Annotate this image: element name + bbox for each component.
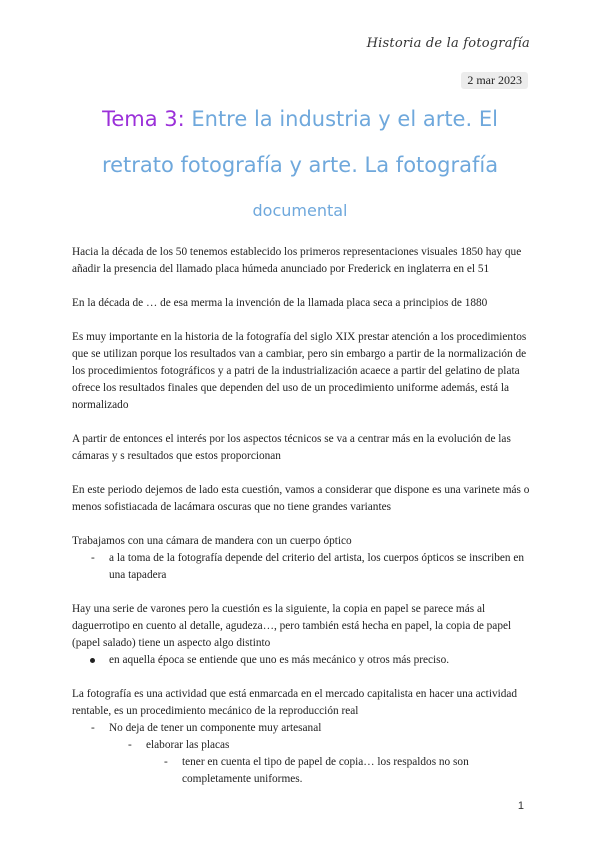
list-item-text: a la toma de la fotografía depende del criterio del artista, los cuerpos ópticos se inscriben en una tapadera bbox=[109, 552, 525, 581]
paragraph-3: Es muy importante en la historia de la fotografía del siglo XIX prestar atención a los procedimientos que se utilizan porque los resultados van a cambiar, pero sin embargo a partir de la normalización de los procedimientos fotográficos y a patri de la industrialización acaece a partir del gelatino de plata ofrece los resultados finales que dependen del uso de un procedimiento uniforme además, está la normalizado bbox=[72, 331, 527, 411]
dash-marker: - bbox=[164, 756, 168, 768]
list-item bbox=[72, 737, 532, 754]
list-item bbox=[72, 720, 532, 737]
title-line-2: retrato fotografía y arte. La fotografía bbox=[101, 153, 499, 177]
document-body bbox=[72, 244, 532, 788]
title-line-1-text: Entre la industria y el arte. El bbox=[184, 107, 498, 131]
list-item-text: tener en cuenta el tipo de papel de copia… los respaldos no son completamente uniformes. bbox=[182, 756, 469, 785]
bullet-list bbox=[72, 652, 532, 669]
document-header-course: Historia de la fotografía bbox=[366, 36, 530, 51]
paragraph-5: En este periodo dejemos de lado esta cuestión, vamos a considerar que dispone es una varinete más o menos sofistiacada de lacámara oscuras que no tiene grandes variantes bbox=[72, 484, 530, 513]
list-item-text: en aquella época se entiende que uno es más mecánico y otros más preciso. bbox=[109, 654, 450, 666]
paragraph-7: Hay una serie de varones pero la cuestión es la siguiente, la copia en papel se parece más al daguerrotipo en cuento al detalle, agudeza…, pero también está hecha en papel, la copia de papel (papel salado) tiene un aspecto algo distinto bbox=[72, 603, 512, 649]
dash-list-1 bbox=[72, 550, 532, 584]
bullet-icon bbox=[90, 658, 95, 663]
dash-marker: - bbox=[128, 739, 132, 751]
dash-marker: - bbox=[91, 552, 95, 564]
paragraph-6: Trabajamos con una cámara de mandera con un cuerpo óptico bbox=[72, 535, 352, 547]
paragraph-4: A partir de entonces el interés por los aspectos técnicos se va a centrar más en la evolución de las cámaras y s resultados que estos proporcionan bbox=[72, 433, 511, 462]
list-item-text: No deja de tener un componente muy artesanal bbox=[109, 722, 322, 734]
paragraph-1: Hacia la década de los 50 tenemos establecido los primeros representaciones visuales 1850 hay que añadir la presencia del llamado placa húmeda anunciado por Frederick en inglaterra en el 51 bbox=[72, 246, 522, 275]
paragraph-2: En la década de … de esa merma la invención de la llamada placa seca a principios de 1880 bbox=[72, 297, 488, 309]
title-line-1 bbox=[60, 96, 540, 142]
title-line-3: documental bbox=[252, 201, 348, 220]
date-badge: 2 mar 2023 bbox=[461, 72, 528, 89]
list-item bbox=[72, 550, 532, 584]
list-item bbox=[72, 754, 532, 788]
list-item-text: elaborar las placas bbox=[146, 739, 230, 751]
page-title bbox=[60, 96, 540, 234]
list-item bbox=[72, 652, 532, 669]
dash-marker: - bbox=[91, 722, 95, 734]
page-number: 1 bbox=[517, 800, 524, 812]
nested-dash-list bbox=[72, 720, 532, 788]
title-topic-number: Tema 3: bbox=[102, 107, 185, 131]
paragraph-8: La fotografía es una actividad que está enmarcada en el mercado capitalista en hacer una actividad rentable, es un procedimiento mecánico de la reproducción real bbox=[72, 688, 518, 717]
